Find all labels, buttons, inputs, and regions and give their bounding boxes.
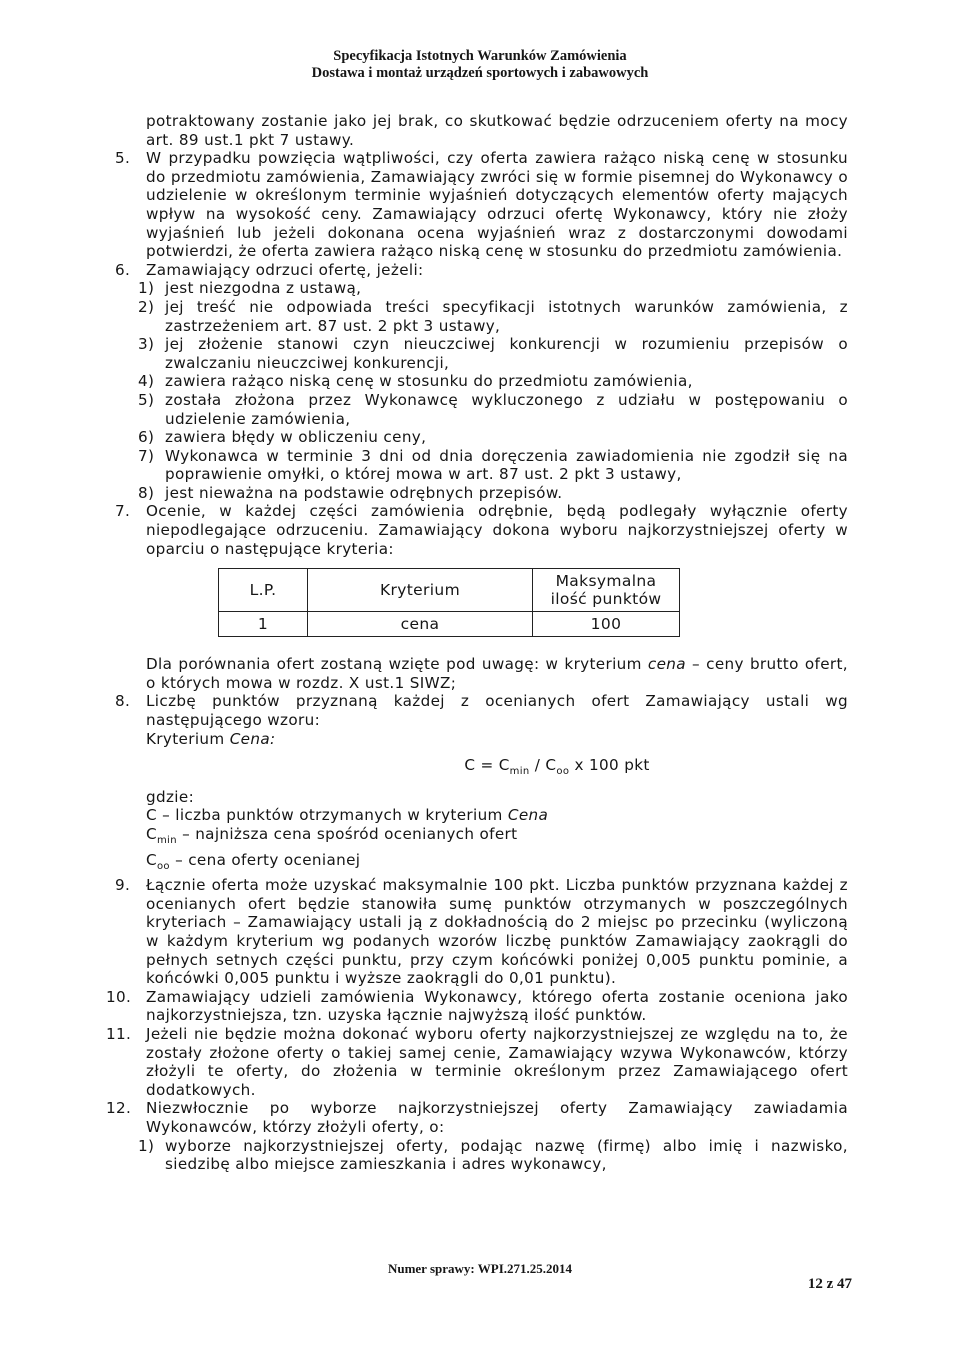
paragraph-10	[106, 987, 848, 1025]
page-header	[0, 48, 960, 82]
document-body	[106, 112, 848, 1174]
paragraph-number: 6.	[115, 260, 131, 279]
paragraph-text: Łącznie oferta może uzyskać maksymalnie 100 pkt. Liczba punktów przyznana każdej z ocenianych ofert będzie stanowiła sumę punktów otrzymanych w poszczególnych kryteriach – Zamawiający ustali ją z dokładnością do 2 miejsc po przecinku (wyliczoną w każdym kryterium wg podanych wzorów liczbę punktów Zamawiający zaokrągli do pełnych setnych części punktu, przy czym końcówki poniżej 0,005 punktu pominie, a końcówki 0,005 punktu i wyższe zaokrągli do 0,01 punktu).	[146, 876, 848, 988]
paragraph-number: 11.	[106, 1025, 132, 1044]
paragraph-12	[106, 1099, 848, 1174]
header-subtitle: Dostawa i montaż urządzeń sportowych i zabawowych	[311, 65, 649, 81]
intro-paragraph: potraktowany zostanie jako jej brak, co skutkować będzie odrzuceniem oferty na mocy art. 89 ust.1 pkt 7 ustawy.	[146, 112, 848, 149]
page-number: 12 z 47	[807, 1276, 852, 1292]
where-label: gdzie:	[146, 787, 195, 806]
list-item: 6) zawiera błędy w obliczeniu ceny,	[138, 428, 427, 447]
paragraph-11	[106, 1025, 848, 1099]
header-title: Specyfikacja Istotnych Warunków Zamówienia	[333, 48, 627, 64]
list-item: 1) jest niezgodna z ustawą,	[138, 279, 362, 298]
table-header-cell: Maksymalna ilość punktów	[533, 569, 680, 612]
paragraph-text: Zamawiający odrzuci ofertę, jeżeli:	[146, 260, 424, 279]
paragraph-number: 5.	[115, 149, 131, 168]
list-item: 1) wyborze najkorzystniejszej oferty, podając nazwę (firmę) albo imię i nazwisko, siedzibę albo miejsce zamieszkania i adres wykonawcy,	[138, 1136, 848, 1174]
paragraph-9	[115, 876, 848, 988]
table-cell: 100	[533, 612, 680, 637]
list-item: 2) jej treść nie odpowiada treści specyfikacji istotnych warunków zamówienia, z zastrzeżeniem art. 87 ust. 2 pkt 3 ustawy,	[138, 297, 848, 335]
paragraph-number: 7.	[115, 502, 131, 521]
paragraph-7	[115, 502, 848, 692]
paragraph-number: 10.	[106, 987, 132, 1006]
paragraph-text: W przypadku powzięcia wątpliwości, czy oferta zawiera rażąco niską cenę w stosunku do przedmiotu zamówienia, Zamawiający zwróci się w formie pisemnej do Wykonawcy o udzielenie w określonym terminie wyjaśnień dotyczących elementów oferty mających wpływ na wysokość ceny. Zamawiający odrzuci ofertę Wykonawcy, który nie złoży wyjaśnień lub jeżeli dokonana ocena wyjaśnień wraz z dostarczonymi dowodami potwierdzi, że oferta zawiera rażąco niską cenę w stosunku do przedmiotu zamówienia.	[146, 149, 848, 261]
definition-c: C – liczba punktów otrzymanych w kryterium Cena	[146, 806, 549, 825]
paragraph-number: 12.	[106, 1099, 132, 1118]
paragraph-text: Jeżeli nie będzie można dokonać wyboru oferty najkorzystniejszej ze względu na to, że zostały złożone oferty o takiej samej cenie, Zamawiający wzywa Wykonawców, którzy złożyli te oferty, do złożenia w terminie określonym przez Zamawiającego ofert dodatkowych.	[146, 1025, 848, 1099]
case-number: Numer sprawy: WPI.271.25.2014	[387, 1261, 573, 1276]
paragraph-5	[115, 149, 848, 261]
table-header-cell: L.P.	[219, 569, 308, 612]
paragraph-text: Ocenie, w każdej części zamówienia odrębnie, będą podlegały wyłącznie oferty niepodlegające odrzuceniu. Zamawiający dokona wyboru najkorzystniejszej oferty w oparciu o następujące kryteria:	[146, 502, 848, 558]
price-formula: $C = C_{min} / C_{oo}$ x 100 pkt	[464, 756, 650, 778]
paragraph-number: 9.	[115, 876, 131, 895]
criteria-table	[218, 568, 680, 637]
paragraph-8	[115, 692, 848, 876]
criterion-label: Kryterium Cena:	[146, 729, 276, 748]
definition-coo: $C_{oo}$ – cena oferty ocenianej	[146, 850, 361, 872]
paragraph-text: Zamawiający udzieli zamówienia Wykonawcy, którego oferta zostanie oceniona jako najkorzystniejsza, tzn. uzyska łącznie najwyższą ilość punktów.	[146, 987, 848, 1025]
paragraph-text: Niezwłocznie po wyborze najkorzystniejszej oferty Zamawiający zawiadamia Wykonawców, którzy złożyli oferty, o:	[146, 1099, 848, 1136]
list-item: 3) jej złożenie stanowi czyn nieuczciwej konkurencji w rozumieniu przepisów o zwalczaniu nieuczciwej konkurencji,	[138, 335, 848, 372]
list-item: 5) została złożona przez Wykonawcę wykluczonego z udziału w postępowaniu o udzielenie zamówienia,	[138, 390, 848, 428]
paragraph-number: 8.	[115, 692, 131, 711]
table-cell: cena	[308, 612, 533, 637]
paragraph-6	[115, 260, 848, 503]
table-cell: 1	[219, 612, 308, 637]
table-header-row	[219, 569, 680, 612]
list-item: 8) jest nieważna na podstawie odrębnych przepisów.	[138, 483, 563, 502]
definition-cmin: $C_{min}$ – najniższa cena spośród ocenianych ofert	[146, 825, 518, 847]
criteria-note: Dla porównania ofert zostaną wzięte pod uwagę: w kryterium cena – ceny brutto ofert, o których mowa w rozdz. X ust.1 SIWZ;	[146, 655, 848, 692]
table-header-cell: Kryterium	[308, 569, 533, 612]
list-item: 7) Wykonawca w terminie 3 dni od dnia doręczenia zawiadomienia nie zgodził się na poprawienie omyłki, o której mowa w art. 87 ust. 2 pkt 3 ustawy,	[138, 446, 848, 484]
list-item: 4) zawiera rażąco niską cenę w stosunku do przedmiotu zamówienia,	[138, 372, 693, 391]
table-row	[219, 612, 680, 637]
paragraph-text: Liczbę punktów przyznaną każdej z ocenianych ofert Zamawiający ustali wg następującego wzoru:	[146, 692, 848, 730]
